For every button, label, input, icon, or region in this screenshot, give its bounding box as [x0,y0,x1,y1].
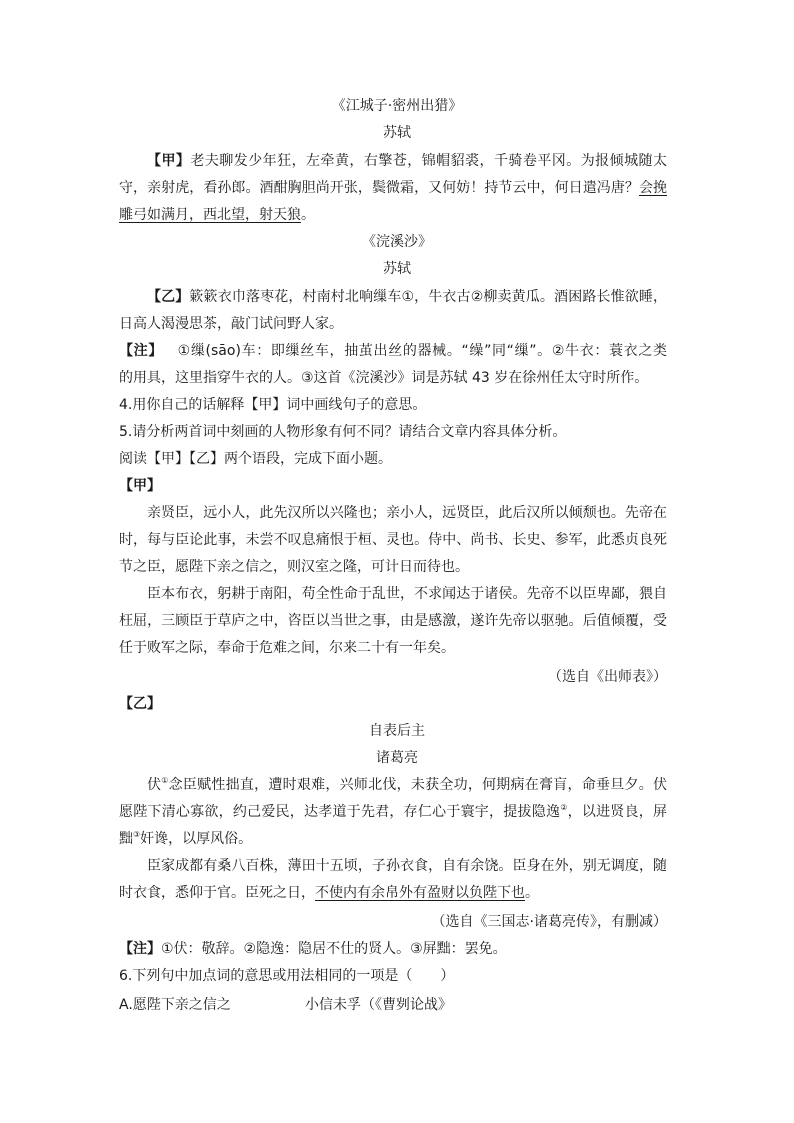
poem1-text-2a: 守，亲射虎，看孙郎。酒酣胸胆尚开张，鬓微霜，又何妨！持节云中，何日遣冯唐？ [119,180,639,196]
note1-text-1: ①缫(sāo)车：即缫丝车，抽茧出丝的器械。“缲”同“缫”。②牛衣：蓑衣之类 [177,343,668,359]
question-6-option-a-left: A.愿陛下亲之信之 [119,997,231,1013]
poem1-line3 [119,205,315,225]
poem1-text-1: 老夫聊发少年狂，左牵黄，右擎苍，锦帽貂裘，千骑卷平冈。为报倾城随太 [190,153,668,169]
passage-a-source: （选自《出师表》） [548,669,667,685]
poem1-title: 《江城子·密州出猎》 [331,98,463,114]
passage-b-p1-l1-a: 伏 [147,777,162,793]
poem1-label: 【甲】 [147,153,191,169]
passage-b-p1-l2-b: ，以进贤良，屏 [567,804,668,820]
note2 [119,939,507,959]
passage-b-title: 自表后主 [369,723,425,739]
poem2-author: 苏轼 [383,261,411,277]
poem2-text-1: 簌簌衣巾落枣花，村南村北响缫车①，牛衣古②柳卖黄瓜。酒困路长惟欲睡， [189,289,668,305]
passage-b-p2-l2-a: 时衣食，悉仰于官。臣死之日， [119,885,315,901]
poem2-line1 [147,287,667,307]
passage-a-p1-l2: 时，每与臣论此事，未尝不叹息痛恨于桓、灵也。侍中、尚书、长史、参军，此悉贞良死 [119,532,667,548]
passage-a-p1-l3: 节之臣，愿陛下亲之信之，则汉室之隆，可计日而待也。 [119,559,469,575]
passage-b-p1-l3 [119,829,252,849]
footnote-marker-3: ③ [133,830,141,839]
note1-line2: 的用具，这里指穿牛衣的人。③这首《浣溪沙》词是苏轼 43 岁在徐州任太守时所作。 [119,370,649,386]
poem1-underlined-2b: 会挽 [638,180,668,196]
footnote-marker-1: ① [161,776,169,785]
poem2-title: 《浣溪沙》 [362,234,432,250]
poem1-text-3b: 。 [301,207,315,223]
question-6-stem: 6.下列句中加点词的意思或用法相同的一项是（ ） [119,968,455,984]
poem1-line1 [147,151,667,171]
passage-a-p2-l2: 枉屈，三顾臣于草庐之中，咨臣以当世之事，由是感激，遂许先帝以驱驰。后值倾覆，受 [119,613,667,629]
passage-b-p1-l2-a: 愿陛下清心寡欲，约己爱民，达孝道于先君，存仁心于寰宇，提拔隐逸 [119,804,561,820]
passage-a-p2-l3: 任于败军之际，奉命于危难之间，尔来二十有一年矣。 [119,640,455,656]
passage-a-label: 【甲】 [119,478,161,494]
poem1-underlined-3: 雕弓如满月，西北望，射天狼 [119,207,301,223]
passage-b-source: （选自《三国志·诸葛亮传》，有删减） [431,914,667,930]
note1-label: 【注】 [119,343,163,359]
poem2-line2: 日高人渴漫思茶，敲门试问野人家。 [119,316,343,332]
passage-a-p2-l1: 臣本布衣，躬耕于南阳，苟全性命于乱世，不求闻达于诸侯。先帝不以臣卑鄙，猥自 [147,586,667,602]
note2-label: 【注】 [119,941,161,957]
question-6-option-a-right: 小信未孚（《曹刿论战》 [305,997,452,1013]
reading-intro: 阅读【甲】【乙】两个语段，完成下面小题。 [119,451,392,467]
passage-b-p1-l3-b: 奸谗，以厚风俗。 [140,831,253,847]
passage-b-p2-l1: 臣家成都有桑八百株，薄田十五顷，子孙衣食，自有余饶。臣身在外，别无调度，随 [147,858,667,874]
passage-a-p1-l1: 亲贤臣，远小人，此先汉所以兴隆也；亲小人，远贤臣，此后汉所以倾颓也。先帝在 [147,505,667,521]
footnote-marker-2: ② [560,803,568,812]
passage-b-p2-l2-c: 。 [525,885,539,901]
note1-line1 [119,341,667,361]
passage-b-p1-l1-b: 念臣赋性拙直，遭时艰难，兴师北伐，未获全功，何期病在膏肓，命垂旦夕。伏 [168,777,668,793]
passage-b-p1-l3-a: 黜 [119,831,133,847]
passage-b-author: 诸葛亮 [376,750,418,766]
passage-b-underlined-sentence: 不使内有余帛外有盈财以负陛下也 [315,885,525,901]
question-4: 4.用你自己的话解释【甲】词中画线句子的意思。 [119,397,427,413]
passage-b-label: 【乙】 [119,696,161,712]
poem2-label: 【乙】 [147,289,190,305]
poem1-line2 [119,178,667,198]
poem1-author: 苏轼 [383,125,411,141]
question-5: 5.请分析两首词中刻画的人物形象有何不同？请结合文章内容具体分析。 [119,424,567,440]
passage-b-p2-l2 [119,883,539,903]
passage-b-p1-l1 [147,775,667,795]
passage-b-p1-l2 [119,802,667,822]
note2-text: ①伏：敬辞。②隐逸：隐居不仕的贤人。③屏黜：罢免。 [161,941,507,957]
